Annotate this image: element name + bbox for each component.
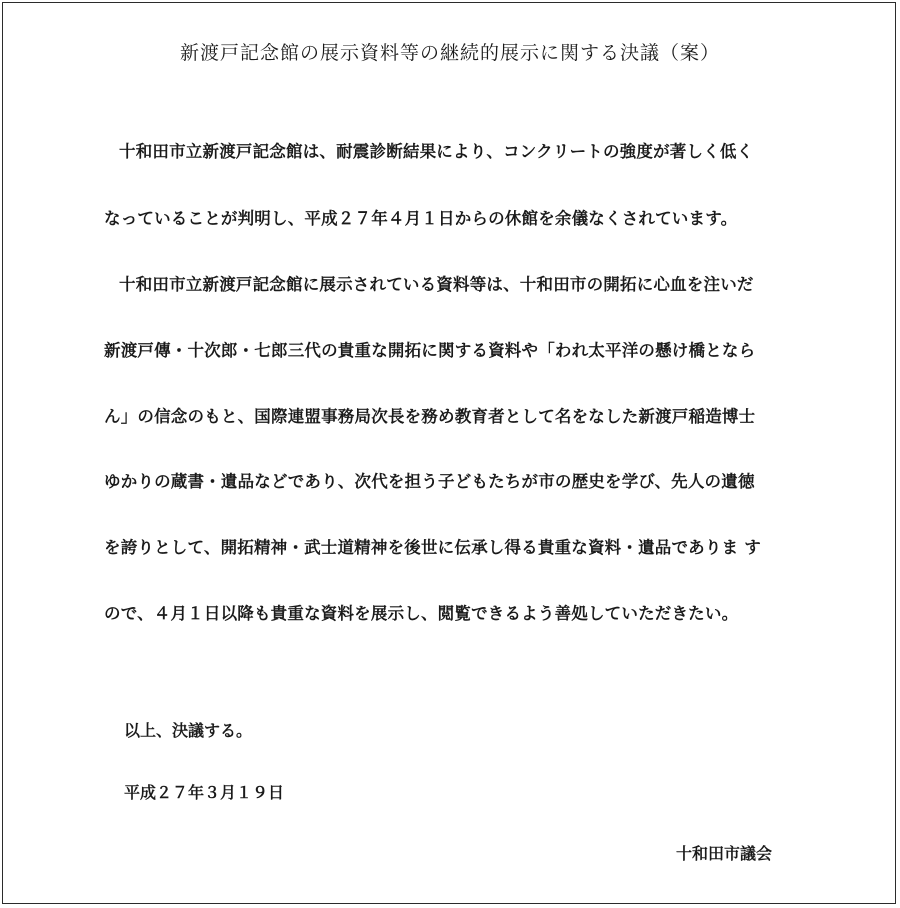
resolution-date: 平成２７年３月１９日 [124, 783, 285, 802]
signatory: 十和田市議会 [676, 844, 773, 863]
body-line: ん」の信念のもと、国際連盟事務局次長を務め教育者として名をなした新渡戸稲造博士 [104, 407, 756, 426]
body-line: 十和田市立新渡戸記念館は、耐震診断結果により、コンクリートの強度が著しく低く [119, 142, 754, 161]
body-line: 十和田市立新渡戸記念館に展示されている資料等は、十和田市の開拓に心血を注いだ [119, 275, 754, 294]
document-title: 新渡戸記念館の展示資料等の継続的展示に関する決議（案） [179, 42, 720, 64]
body-line: ゆかりの蔵書・遺品などであり、次代を担う子どもたちが市の歴史を学び、先人の遺徳 [104, 472, 755, 491]
body-line: 新渡戸傳・十次郎・七郎三代の貴重な開拓に関する資料や「われ太平洋の懸け橋となら [104, 341, 756, 360]
body-line: なっていることが判明し、平成２７年４月１日からの休館を余儀なくされています。 [104, 209, 738, 228]
body-line: を誇りとして、開拓精神・武士道精神を後世に伝承し得る貴重な資料・遺品でありま す [104, 538, 761, 557]
closing-statement: 以上、決議する。 [124, 721, 253, 740]
body-line: ので、４月１日以降も貴重な資料を展示し、閲覧できるよう善処していただきたい。 [104, 604, 739, 623]
